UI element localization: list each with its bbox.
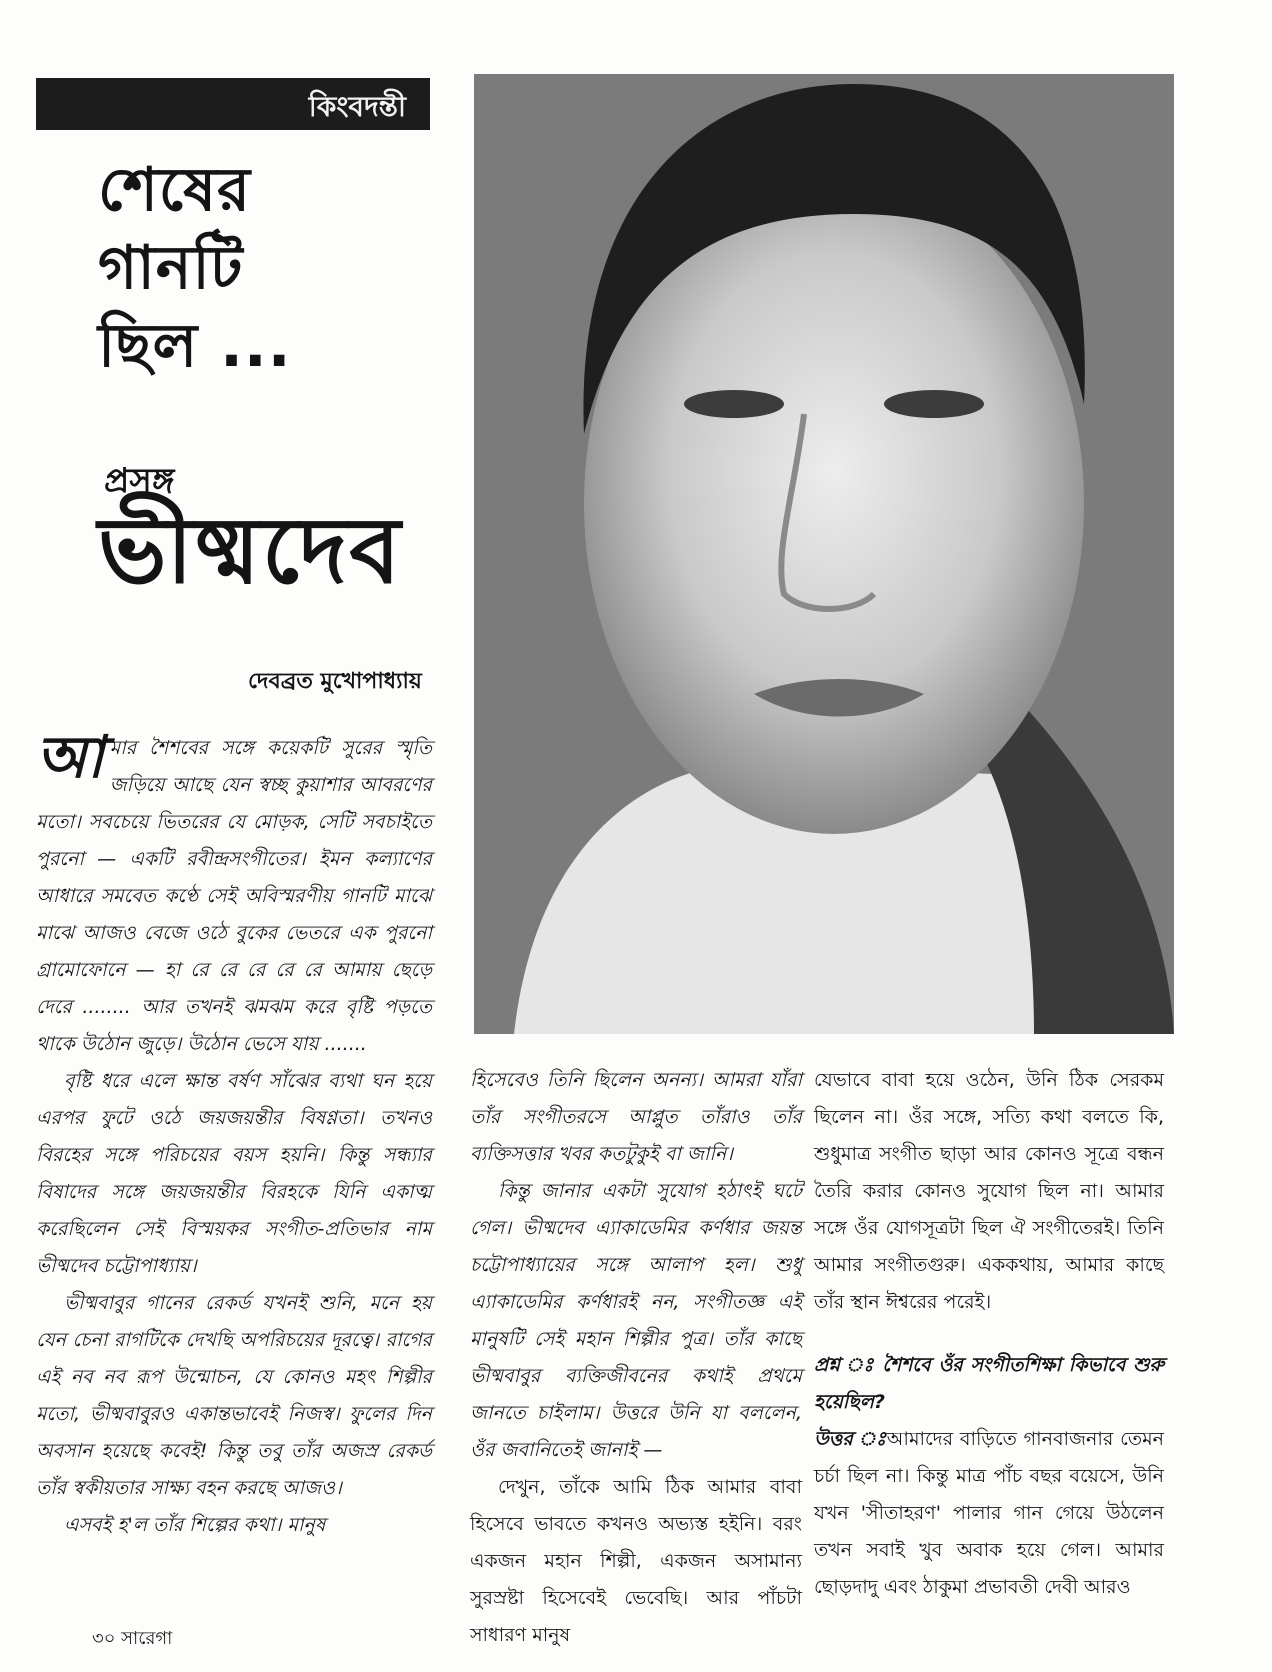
- interview-answer: আমাদের বাড়িতে গানবাজনার তেমন চর্চা ছিল না। কিন্তু মাত্র পাঁচ বছর বয়েসে, উনি যখন 'সীতাহরণ' পালার গান গেয়ে উঠলেন তখন সবাই খুব অবাক হয়ে গেল। আমার ছোড়দাদু এবং ঠাকুমা প্রভাবতী দেবী আরও: [814, 1428, 1164, 1598]
- headline-line-2: গানটি: [98, 233, 244, 303]
- article-column-1: [36, 723, 432, 1544]
- headline-line-1: শেষের: [98, 155, 252, 225]
- interview-question: প্রশ্ন ঃ শৈশবে ওঁর সংগীতশিক্ষা কিভাবে শুরু হয়েছিল?: [814, 1354, 1164, 1413]
- section-label: কিংবদন্তী: [308, 90, 406, 123]
- author-byline: দেবব্রত মুখোপাধ্যায়: [248, 669, 422, 694]
- portrait-illustration: [474, 74, 1174, 1034]
- intro-paragraph: মার শৈশবের সঙ্গে কয়েকটি সুরের স্মৃতি জড়িয়ে আছে যেন স্বচ্ছ কুয়াশার আবরণের মতো। সবচেয়ে ভিতরের যে মোড়ক, সেটি সবচাইতে পুরনো — একটি রবীন্দ্রসংগীতের। ইমন কল্যাণের আধারে সমবেত কণ্ঠে সেই অবিস্মরণীয় গানটি মাঝে মাঝে আজও বেজে ওঠে বুকের ভেতরে এক পুরনো গ্রামোফোনে — হা রে রে রে রে রে আমায় ছেড়ে দেরে ........ আর তখনই ঝমঝম করে বৃষ্টি পড়তে থাকে উঠোন জুড়ে। উঠোন ভেসে যায় .......: [36, 737, 432, 1055]
- drop-cap: আ: [36, 723, 104, 791]
- answer-label: উত্তর ঃ: [814, 1428, 887, 1450]
- headline-subject: ভীষ্মদেব: [98, 497, 403, 604]
- headline-kicker: প্রসঙ্গ: [104, 461, 175, 501]
- article-column-3: [814, 1062, 1164, 1606]
- paragraph: যেভাবে বাবা হয়ে ওঠেন, উনি ঠিক সেরকম ছিলেন না। ওঁর সঙ্গে, সত্যি কথা বলতে কি, শুধুমাত্র সংগীত ছাড়া আর কোনও সূত্রে বন্ধন তৈরি করার কোনও সুযোগ ছিল না। আমার সঙ্গে ওঁর যোগসূত্রটা ছিল ঐ সংগীতেরই। তিনি আমার সংগীতগুরু। এককথায়, আমার কাছে তাঁর স্থান ঈশ্বরের পরেই।: [814, 1069, 1164, 1313]
- portrait-photo: [474, 74, 1174, 1034]
- headline-line-3: ছিল ...: [98, 311, 292, 381]
- paragraph: কিন্তু জানার একটা সুযোগ হঠাৎই ঘটে গেল। ভীষ্মদেব এ্যাকাডেমির কর্ণধার জয়ন্ত চট্টোপাধ্যায়ের সঙ্গে আলাপ হল। শুধু এ্যাকাডেমির কর্ণধারই নন, সংগীতজ্ঞ এই মানুষটি সেই মহান শিল্পীর পুত্র। তাঁর কাছে ভীষ্মবাবুর ব্যক্তিজীবনের কথাই প্রথমে জানতে চাইলাম। উত্তরে উনি যা বললেন, ওঁর জবানিতেই জানাই —: [470, 1180, 802, 1461]
- paragraph: এসবই হ'ল তাঁর শিল্পের কথা। মানুষ: [64, 1514, 326, 1536]
- article-column-2: [470, 1062, 802, 1654]
- page-folio: ৩০ সারেগা: [92, 1628, 173, 1649]
- section-banner: [36, 78, 430, 130]
- paragraph: হিসেবেও তিনি ছিলেন অনন্য। আমরা যাঁরা তাঁর সংগীতরসে আপ্লুত তাঁরাও তাঁর ব্যক্তিসত্তার খবর কতটুকুই বা জানি।: [470, 1069, 802, 1165]
- paragraph: বৃষ্টি ধরে এলে ক্ষান্ত বর্ষণ সাঁঝের ব্যথা ঘন হয়ে এরপর ফুটে ওঠে জয়জয়ন্তীর বিষণ্ণতা। তখনও বিরহের সঙ্গে পরিচয়ের বয়স হয়নি। কিন্তু সন্ধ্যার বিষাদের সঙ্গে জয়জয়ন্তীর বিরহকে যিনি একাত্ম করেছিলেন সেই বিস্ময়কর সংগীত-প্রতিভার নাম ভীষ্মদেব চট্টোপাধ্যায়।: [36, 1070, 432, 1277]
- paragraph: দেখুন, তাঁকে আমি ঠিক আমার বাবা হিসেবে ভাবতে কখনও অভ্যস্ত হইনি। বরং একজন মহান শিল্পী, একজন অসামান্য সুরস্রষ্টা হিসেবেই ভেবেছি। আর পাঁচটা সাধারণ মানুষ: [470, 1476, 802, 1646]
- paragraph: ভীষ্মবাবুর গানের রেকর্ড যখনই শুনি, মনে হয় যেন চেনা রাগটিকে দেখছি অপরিচয়ের দূরত্বে। রাগের এই নব নব রূপ উন্মোচন, যে কোনও মহৎ শিল্পীর মতো, ভীষ্মবাবুরও একান্তভাবেই নিজস্ব। ফুলের দিন অবসান হয়েছে কবেই! কিন্তু তবু তাঁর অজস্র রেকর্ড তাঁর স্বকীয়তার সাক্ষ্য বহন করছে আজও।: [36, 1292, 432, 1499]
